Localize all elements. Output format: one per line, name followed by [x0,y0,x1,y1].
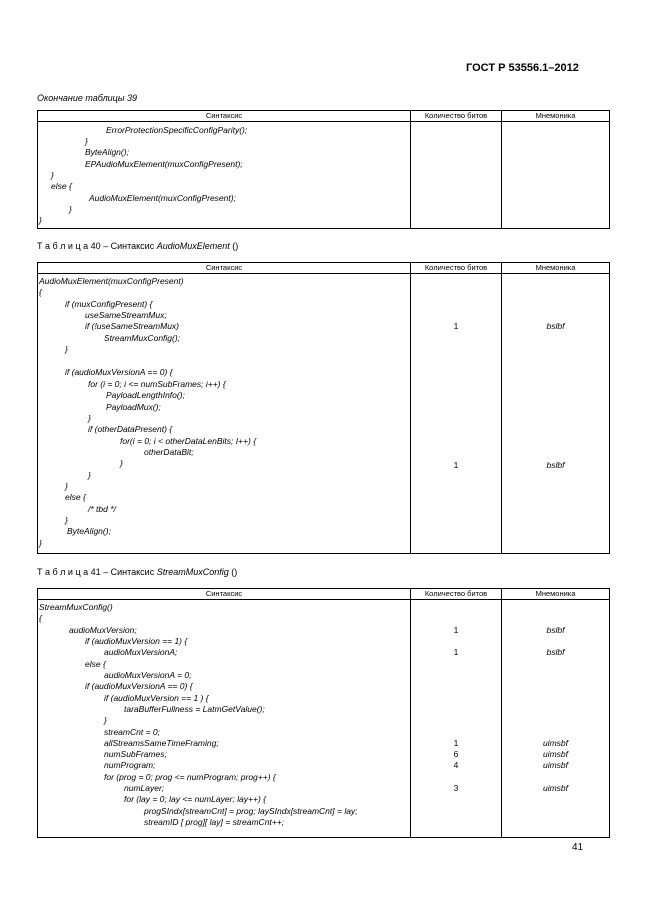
code-line: numProgram; [104,760,156,770]
bits-cell [411,600,502,838]
mnemonic-cell [502,274,610,554]
bits-value: 1 [453,738,459,748]
syntax-cell [38,274,411,554]
mnemonic-value: uimsbf [542,760,569,770]
bits-value: 1 [453,460,459,470]
code-line: AudioMuxElement(muxConfigPresent); [89,193,236,203]
code-line: numLayer; [124,783,165,793]
code-line: } [39,538,42,548]
code-line: allStreamsSameTimeFraming; [104,738,219,748]
mnemonic-cell [502,600,610,838]
syntax-cell [38,600,411,838]
mnemonic-value: uimsbf [542,783,569,793]
code-line: streamID [ prog][ lay] = streamCnt++; [144,817,285,827]
code-line: otherDataBit; [144,447,194,457]
table39 [37,110,610,229]
code-line: else { [51,181,72,191]
code-line: if (audioMuxVersion == 1) { [85,636,188,646]
bits-value: 1 [453,321,459,331]
bits-value: 6 [453,749,459,759]
code-line: } [120,458,123,468]
table40-caption-prefix: Т а б л и ц а 40 – Синтаксис [37,241,155,251]
code-line: if (muxConfigPresent) { [65,299,153,309]
column-header-syntax: Синтаксис [38,589,411,600]
code-line: AudioMuxElement(muxConfigPresent) [39,276,184,286]
mnemonic-value: uimsbf [542,738,569,748]
table41 [37,588,610,838]
code-line: progSIndx[streamCnt] = prog; laySIndx[streamCnt] = lay; [144,806,358,816]
bits-cell [411,274,502,554]
syntax-cell [38,122,411,229]
column-header-mnemonic: Мнемоника [502,589,610,600]
column-header-bits: Количество битов [411,111,502,122]
standard-header: ГОСТ Р 53556.1–2012 [466,62,579,74]
code-line: EPAudioMuxElement(muxConfigPresent); [85,159,243,169]
code-line: } [51,170,54,180]
code-line: PayloadLengthInfo(); [106,390,185,400]
code-line: audioMuxVersion; [69,625,137,635]
code-line: } [85,136,88,146]
mnemonic-cell [502,122,610,229]
code-line: if (audioMuxVersionA == 0) { [65,367,173,377]
code-line: } [69,204,72,214]
column-header-mnemonic: Мнемоника [502,263,610,274]
mnemonic-value: bslbf [546,625,565,635]
code-line: } [88,470,91,480]
code-line: ByteAlign(); [85,147,129,157]
code-line: /* tbd */ [88,504,116,514]
code-line: } [65,344,68,354]
code-line: useSameStreamMux; [85,310,167,320]
table41-caption-suffix: () [231,567,238,577]
page-number: 41 [572,842,584,853]
table40 [37,262,610,554]
table40-caption-name: AudioMuxElement [156,241,230,251]
code-line: } [39,215,42,225]
bits-value: 1 [453,647,459,657]
code-line: StreamMuxConfig(); [104,333,181,343]
code-line: else { [85,659,106,669]
table40-caption [37,241,238,251]
column-header-syntax: Синтаксис [38,263,411,274]
table41-caption [37,567,237,577]
mnemonic-value: bslbf [546,460,565,470]
code-line: } [88,413,91,423]
column-header-bits: Количество битов [411,589,502,600]
mnemonic-value: bslbf [546,647,565,657]
code-line: { [39,613,42,623]
mnemonic-value: uimsbf [542,749,569,759]
bits-cell [411,122,502,229]
code-line: streamCnt = 0; [104,727,160,737]
code-line: ErrorProtectionSpecificConfigParity(); [106,125,248,135]
code-line: } [65,515,68,525]
mnemonic-value: bslbf [546,321,565,331]
code-line: if (otherDataPresent) { [88,424,173,434]
code-line: { [39,287,42,297]
table41-caption-name: StreamMuxConfig [156,567,229,577]
code-line: for (i = 0; i <= numSubFrames; i++) { [88,379,226,389]
code-line: for(i = 0; i < otherDataLenBits; I++) { [120,436,257,446]
code-line: taraBufferFullness = LatmGetValue(); [124,704,265,714]
table40-caption-suffix: () [232,241,239,251]
code-line: if (audioMuxVersionA == 0) { [85,681,193,691]
code-line: if (audioMuxVersion == 1 ) { [104,693,209,703]
code-line: numSubFrames; [104,749,167,759]
code-line: audioMuxVersionA = 0; [104,670,192,680]
code-line: audioMuxVersionA; [104,647,178,657]
column-header-syntax: Синтаксис [38,111,411,122]
code-line: } [65,481,68,491]
column-header-bits: Количество битов [411,263,502,274]
table41-caption-prefix: Т а б л и ц а 41 – Синтаксис [37,567,155,577]
code-line: for (prog = 0; prog <= numProgram; prog++) { [104,772,276,782]
column-header-mnemonic: Мнемоника [502,111,610,122]
code-line: ByteAlign(); [67,526,111,536]
bits-value: 4 [453,760,459,770]
table39-caption: Окончание таблицы 39 [37,93,137,103]
bits-value: 3 [453,783,459,793]
code-line: for (lay = 0; lay <= numLayer; lay++) { [124,794,266,804]
code-line: if (!useSameStreamMux) [85,321,179,331]
code-line: } [104,715,107,725]
code-line: else { [65,492,86,502]
code-line: PayloadMux(); [106,402,161,412]
code-line: StreamMuxConfig() [39,602,113,612]
bits-value: 1 [453,625,459,635]
